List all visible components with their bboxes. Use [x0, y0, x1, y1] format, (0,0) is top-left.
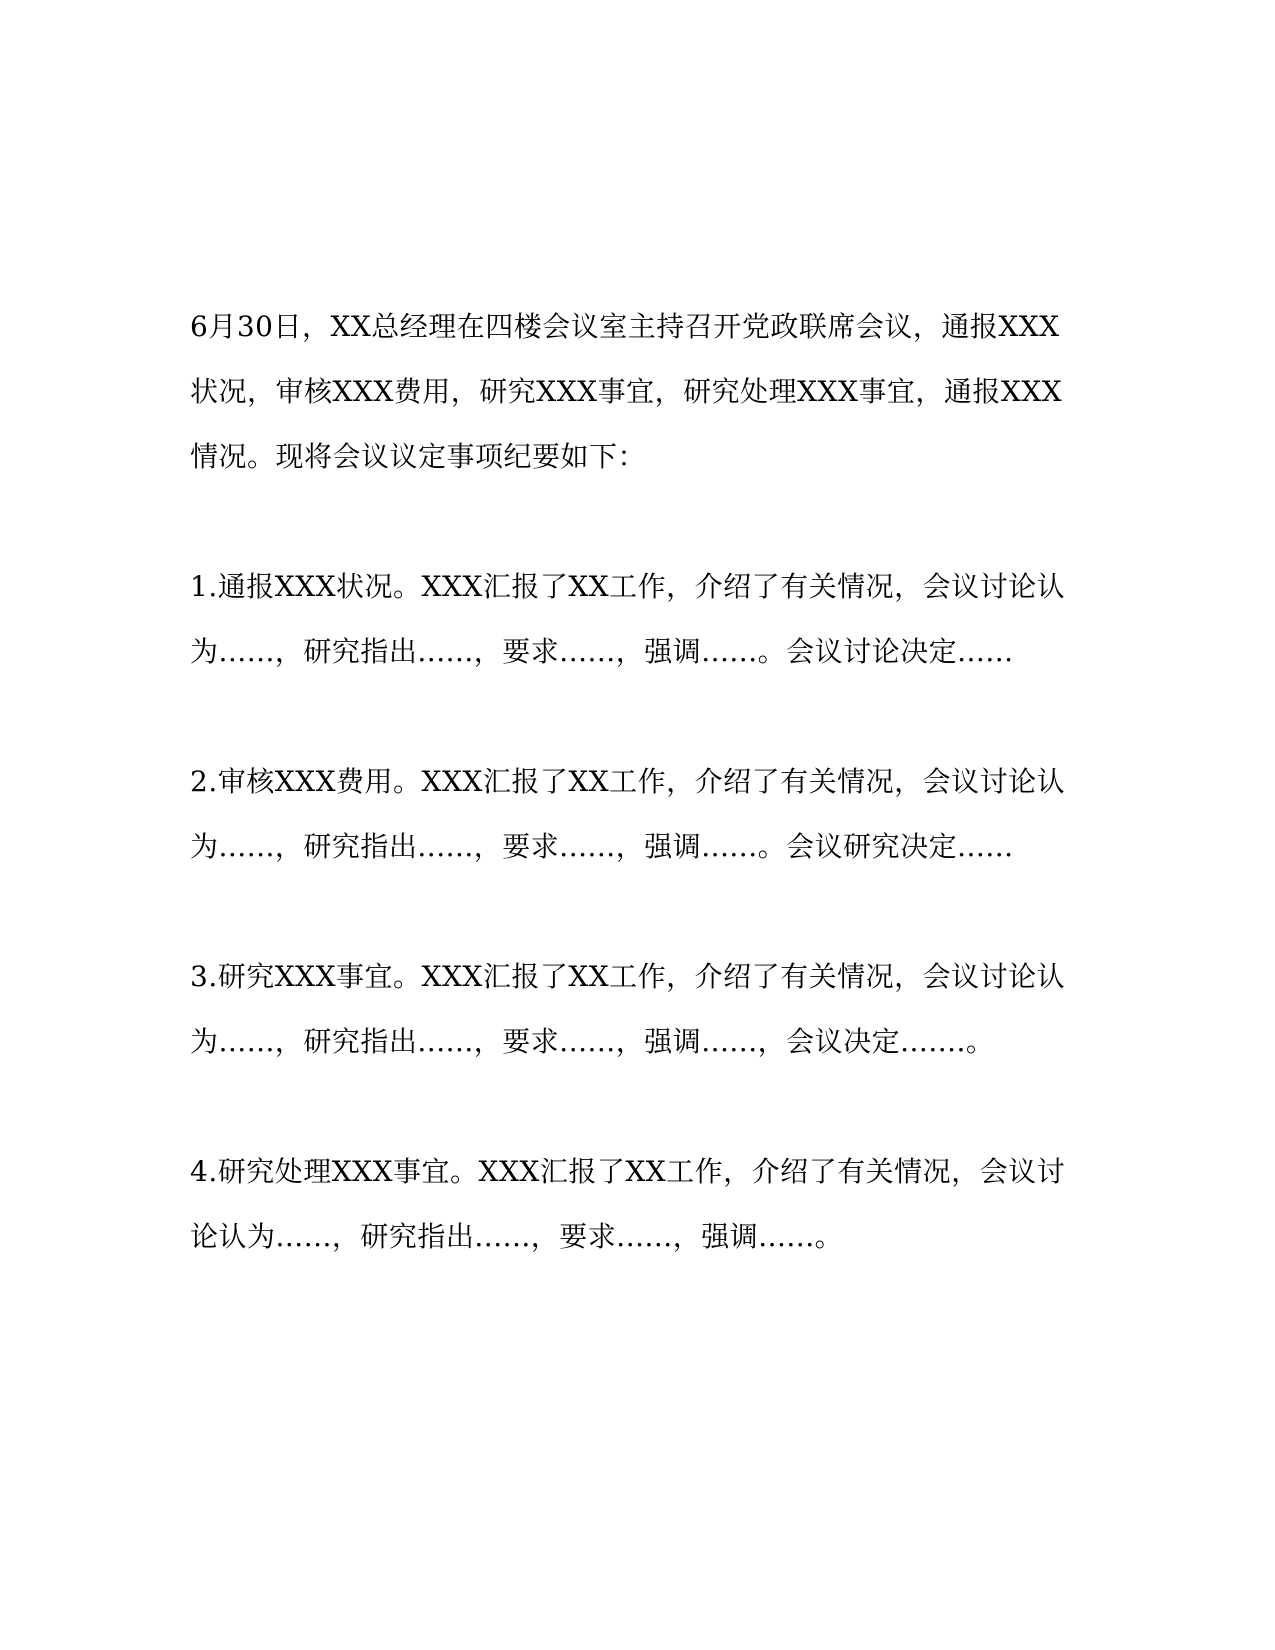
intro-paragraph: 6月30日，XX总经理在四楼会议室主持召开党政联席会议，通报XXX状况，审核XXX费用，研究XXX事宜，研究处理XXX事宜，通报XXX情况。现将会议议定事项纪要如下： — [190, 310, 1063, 473]
agenda-item-3: 3.研究XXX事宜。XXX汇报了XX工作，介绍了有关情况，会议讨论认为......，研究指出......，要求......，强调......，会议决定.......。 — [190, 960, 1066, 1058]
document-body — [190, 294, 1070, 1269]
agenda-item-1: 1.通报XXX状况。XXX汇报了XX工作，介绍了有关情况，会议讨论认为......，研究指出......，要求......，强调......。会议讨论决定...... — [190, 570, 1066, 668]
agenda-item-4: 4.研究处理XXX事宜。XXX汇报了XX工作，介绍了有关情况，会议讨论认为......，研究指出......，要求......，强调......。 — [190, 1155, 1066, 1253]
agenda-item-2: 2.审核XXX费用。XXX汇报了XX工作，介绍了有关情况，会议讨论认为......，研究指出......，要求......，强调......。会议研究决定...... — [190, 765, 1066, 863]
